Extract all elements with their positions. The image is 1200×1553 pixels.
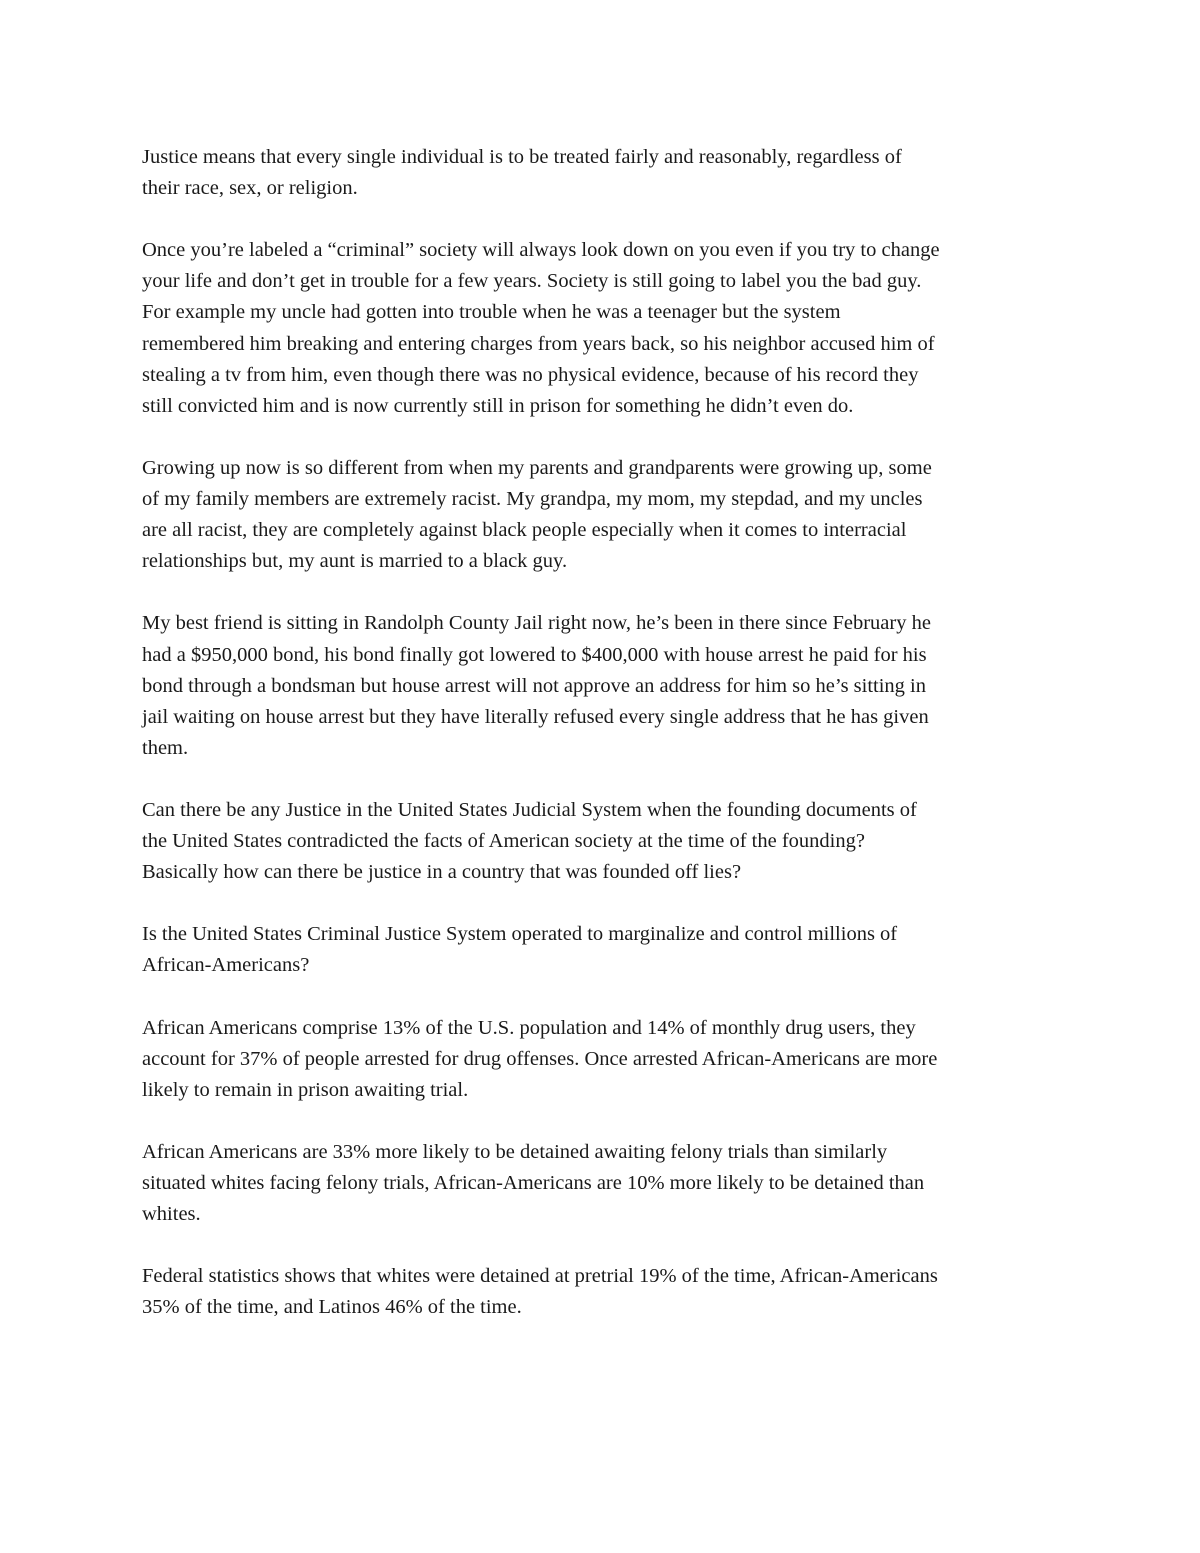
paragraph-best-friend	[142, 608, 1067, 763]
text-line: stealing a tv from him, even though there was no physical evidence, because of his record they	[142, 363, 919, 386]
text-line: For example my uncle had gotten into trouble when he was a teenager but the system	[142, 301, 841, 324]
text-line: account for 37% of people arrested for drug offenses. Once arrested African-Americans are more	[142, 1047, 938, 1070]
paragraph-federal-statistics	[142, 1261, 1067, 1323]
text-line: them.	[142, 736, 189, 759]
text-line: still convicted him and is now currently still in prison for something he didn’t even do.	[142, 394, 854, 417]
text-line: the United States contradicted the facts of American society at the time of the founding?	[142, 830, 865, 853]
text-line: Once you’re labeled a “criminal” society will always look down on you even if you try to change	[142, 239, 940, 262]
text-line: African Americans comprise 13% of the U.S. population and 14% of monthly drug users, they	[142, 1016, 916, 1039]
paragraph-marginalize-question	[142, 919, 1067, 981]
text-line: 35% of the time, and Latinos 46% of the time.	[142, 1296, 522, 1319]
text-line: situated whites facing felony trials, African-Americans are 10% more likely to be detained than	[142, 1172, 925, 1195]
text-line: whites.	[142, 1203, 201, 1226]
text-line: My best friend is sitting in Randolph County Jail right now, he’s been in there since February he	[142, 612, 931, 635]
text-line: likely to remain in prison awaiting trial.	[142, 1078, 469, 1101]
paragraph-growing-up	[142, 453, 1067, 577]
text-line: had a $950,000 bond, his bond finally got lowered to $400,000 with house arrest he paid for his	[142, 643, 927, 666]
text-line: Growing up now is so different from when my parents and grandparents were growing up, some	[142, 456, 932, 479]
text-line: are all racist, they are completely against black people especially when it comes to interracial	[142, 519, 907, 542]
text-line: Can there be any Justice in the United States Judicial System when the founding documents of	[142, 798, 917, 821]
text-line: African-Americans?	[142, 954, 310, 977]
text-line: of my family members are extremely racist. My grandpa, my mom, my stepdad, and my uncles	[142, 488, 923, 511]
text-line: jail waiting on house arrest but they have literally refused every single address that he has given	[142, 705, 929, 728]
document-body	[142, 142, 1067, 1355]
text-line: bond through a bondsman but house arrest will not approve an address for him so he’s sitting in	[142, 674, 927, 697]
paragraph-justice-definition	[142, 142, 1067, 204]
paragraph-detention-statistics	[142, 1137, 1067, 1230]
paragraph-drug-statistics	[142, 1013, 1067, 1106]
text-line: their race, sex, or religion.	[142, 177, 358, 200]
paragraph-criminal-label	[142, 235, 1067, 422]
text-line: remembered him breaking and entering charges from years back, so his neighbor accused him of	[142, 332, 935, 355]
text-line: Justice means that every single individual is to be treated fairly and reasonably, regardless of	[142, 146, 902, 168]
text-line: African Americans are 33% more likely to be detained awaiting felony trials than similarly	[142, 1141, 888, 1163]
text-line: Federal statistics shows that whites were detained at pretrial 19% of the time, African-Americans	[142, 1265, 938, 1288]
text-line: Is the United States Criminal Justice System operated to marginalize and control millions of	[142, 923, 898, 946]
text-line: relationships but, my aunt is married to a black guy.	[142, 550, 568, 573]
text-line: Basically how can there be justice in a country that was founded off lies?	[142, 861, 742, 884]
paragraph-founding-question	[142, 795, 1067, 888]
text-line: your life and don’t get in trouble for a few years. Society is still going to label you the bad guy.	[142, 270, 922, 293]
